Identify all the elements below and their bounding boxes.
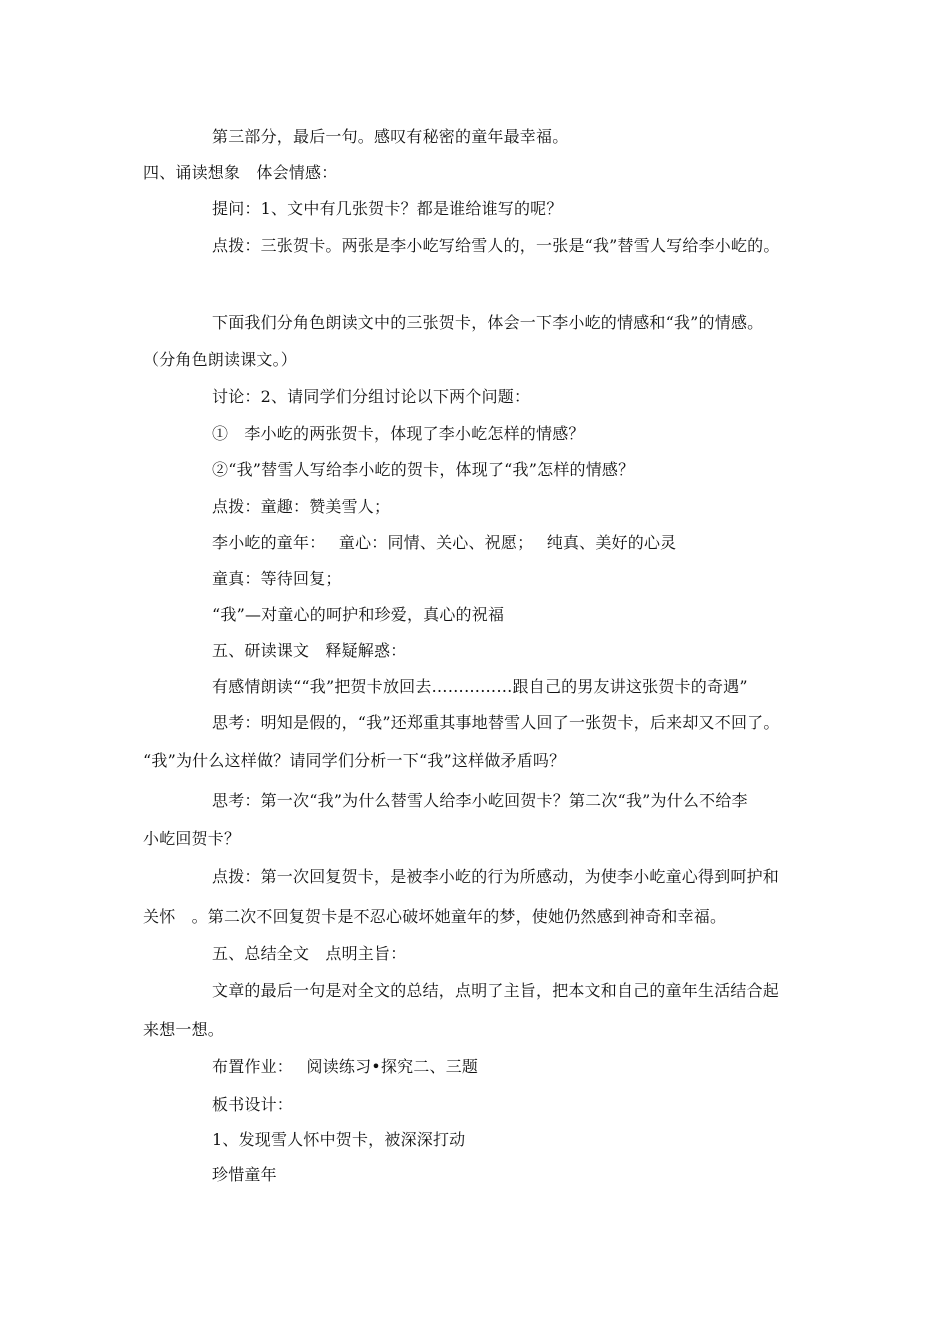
think-two-line2: 小屹回贺卡？ <box>143 829 241 848</box>
summary-line2: 来想一想。 <box>143 1020 225 1039</box>
think-one-line2: “我”为什么这样做？请同学们分析一下“我”这样做矛盾吗？ <box>143 751 566 770</box>
hint-reply-line1: 点拨：第一次回复贺卡，是被李小屹的行为所感动，为使李小屹童心得到呵护和 <box>212 867 780 886</box>
discussion-two: 讨论：2、请同学们分组讨论以下两个问题： <box>212 387 531 406</box>
section-heading-five-a: 五、研读课文 释疑解惑： <box>212 641 407 660</box>
hint-three-cards: 点拨：三张贺卡。两张是李小屹写给雪人的，一张是“我”替雪人写给李小屹的。 <box>212 236 780 255</box>
summary-line1: 文章的最后一句是对全文的总结，点明了主旨，把本文和自己的童年生活结合起 <box>212 981 780 1000</box>
paragraph-role-reading-note: （分角色朗读课文。） <box>143 350 298 369</box>
question-one: 提问：1、文中有几张贺卡？都是谁给谁写的呢？ <box>212 199 563 218</box>
discussion-item-two: ②“我”替雪人写给李小屹的贺卡，体现了“我”怎样的情感？ <box>212 460 635 479</box>
board-design-heading: 板书设计： <box>212 1095 294 1114</box>
discussion-item-one: ① 李小屹的两张贺卡，体现了李小屹怎样的情感？ <box>212 424 585 443</box>
paragraph-role-reading: 下面我们分角色朗读文中的三张贺卡，体会一下李小屹的情感和“我”的情感。 <box>212 313 764 332</box>
section-heading-five-b: 五、总结全文 点明主旨： <box>212 944 407 963</box>
section-heading-four: 四、诵读想象 体会情感： <box>143 163 338 182</box>
homework: 布置作业： 阅读练习•探究二、三题 <box>212 1057 479 1076</box>
board-design-item-two: 珍惜童年 <box>212 1165 277 1184</box>
think-two-line1: 思考：第一次“我”为什么替雪人给李小屹回贺卡？第二次“我”为什么不给李 <box>212 791 748 810</box>
childhood-heart: 李小屹的童年： 童心：同情、关心、祝愿； 纯真、美好的心灵 <box>212 533 677 552</box>
board-design-item-one: 1、发现雪人怀中贺卡，被深深打动 <box>212 1130 466 1149</box>
my-care: “我”—对童心的呵护和珍爱，真心的祝福 <box>212 605 505 624</box>
emotional-reading: 有感情朗读““我”把贺卡放回去……………跟自己的男友讲这张贺卡的奇遇” <box>212 677 748 696</box>
paragraph-part-three: 第三部分，最后一句。感叹有秘密的童年最幸福。 <box>212 127 569 146</box>
childhood-innocence: 童真：等待回复； <box>212 569 342 588</box>
hint-reply-line2: 关怀 。第二次不回复贺卡是不忍心破坏她童年的梦，使她仍然感到神奇和幸福。 <box>143 907 727 926</box>
think-one-line1: 思考：明知是假的，“我”还郑重其事地替雪人回了一张贺卡，后来却又不回了。 <box>212 713 780 732</box>
hint-childlike-fun: 点拨：童趣：赞美雪人； <box>212 497 391 516</box>
